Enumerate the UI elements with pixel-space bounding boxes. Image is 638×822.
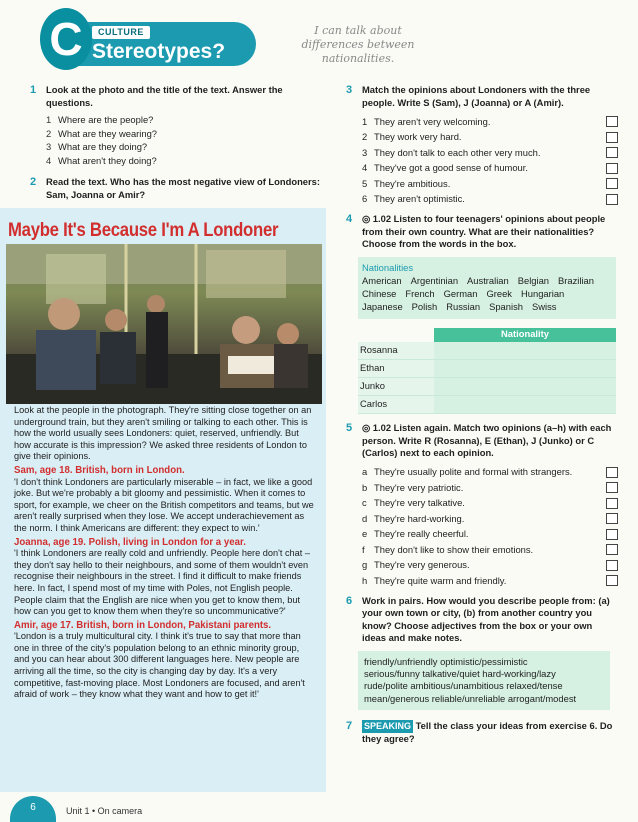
list-item: 2 What are they wearing? [46, 127, 158, 139]
list-item: 4 What aren't they doing? [46, 154, 157, 166]
nationality-words: American Argentinian Australian Belgian Brazilian Chinese French German Greek Hungarian Japanese Polish Russian Spanish Swiss [362, 274, 594, 312]
article-intro: Look at the people in the photograph. They're sitting close together on an underground train, but they aren't smiling or talking to each other. This is how the world usually sees Londoners: quiet, reserved, unfriendly. But how accurate is this impression? We asked three residents of London to give their opinions. [14, 405, 312, 462]
joanna-heading: Joanna, age 19. Polish, living in London for a year. [14, 535, 246, 548]
question-list [46, 114, 322, 167]
audio-icon[interactable]: ◎ 1.02 [362, 422, 392, 433]
page-number: 6 [10, 796, 56, 822]
answer-box[interactable] [606, 560, 618, 571]
list-item: 4 They've got a good sense of humour. [362, 161, 618, 177]
sam-heading: Sam, age 18. British, born in London. [14, 463, 185, 476]
unit-footer: Unit 1 • On camera [66, 806, 143, 816]
left-column [22, 84, 322, 207]
answer-box[interactable] [606, 116, 618, 127]
exercise-1: 1 Look at the photo and the title of the text. Answer the questions. 1 Where are the people? 2 What are they wearing? 3 What are they doing? 4 What aren't they doing? [22, 84, 322, 168]
article-body [14, 405, 314, 701]
opinion-list [362, 465, 618, 589]
answer-box[interactable] [606, 163, 618, 174]
nationality-table: Nationality Rosanna Ethan Junko Carlos [358, 328, 616, 415]
list-item: 1 Where are the people? [46, 114, 154, 125]
exercise-7: 7 SPEAKING Tell the class your ideas from exercise 6. Do they agree? [346, 720, 613, 744]
answer-box[interactable] [606, 575, 618, 586]
answer-cell[interactable] [434, 378, 616, 396]
list-item: h They're quite warm and friendly. [362, 573, 618, 589]
list-item: a They're usually polite and formal with strangers. [362, 465, 618, 481]
list-item: 3 What are they doing? [46, 141, 148, 152]
audio-icon[interactable]: ◎ 1.02 [362, 213, 392, 224]
amir-heading: Amir, age 17. British, born in London, Pakistani parents. [14, 618, 272, 631]
answer-box[interactable] [606, 147, 618, 158]
answer-box[interactable] [606, 178, 618, 189]
sam-text: 'I don't think Londoners are particularly miserable – in fact, we like a good joke. But we're probably a bit gloomy and pessimistic. When it comes to sport, for example, we cheer on the British competitors and teams, but we aren't really surprised when they lose. We accept underachievement as the norm. I think Americans are different: they expect to win.' [14, 476, 314, 533]
section-letter-badge: C [40, 8, 92, 70]
culture-tag: CULTURE [92, 26, 150, 39]
nationalities-box: Nationalities American Argentinian Australian Belgian Brazilian Chinese French German Greek Hungarian Japanese Polish Russian Spanish Swiss [358, 257, 616, 319]
answer-box[interactable] [606, 544, 618, 555]
exercise-3: 3 Match the opinions about Londoners with the three people. Write S (Sam), J (Joanna) or A (Amir). 1 They aren't very welcoming. 2 They work very hard. 3 They don't talk to each other very much. 4 They've got a good sense of humour. 5 They're ambitious. 6 They aren't optimistic. [338, 84, 618, 207]
list-item: g They're very generous. [362, 558, 618, 574]
exercise-2: 2 Read the text. Who has the most negative view of Londoners: Sam, Joanna or Amir? [30, 176, 320, 200]
joanna-text: 'I think Londoners are really cold and unfriendly. People here don't chat – they don't say hello to their neighbours, and some of them wouldn't even recognise their neighbours in the street. I find it difficult to make friends here. In fact, I spend most of my time with Poles, not English people. People claim that the English are nice when you get to know them, but how can you get to know them when they're so uncommunicative?' [14, 548, 310, 617]
answer-box[interactable] [606, 194, 618, 205]
exercise-5: 5 ◎ 1.02 Listen again. Match two opinions (a–h) with each person. Write R (Rosanna), E (Ethan), J (Junko) or C (Carlos) next to each opinion. a They're usually polite and formal with strangers. b They're very patriotic. c They're very talkative. d They're hard-working. e They're really cheerful. f They don't like to show their emotions. g They're very generous. h They're quite warm and friendly. [338, 422, 618, 589]
list-item: b They're very patriotic. [362, 480, 618, 496]
answer-cell[interactable] [434, 360, 616, 378]
table-row: Junko [358, 378, 616, 396]
exercise-6: 6 Work in pairs. How would you describe people from: (a) your own town or city, (b) from another country you know? Choose adjectives from the box or your own ideas and make notes. [346, 594, 610, 643]
list-item: 6 They aren't optimistic. [362, 192, 618, 208]
article-title: Maybe It's Because I'm A Londoner [8, 220, 279, 241]
amir-text: 'London is a truly multicultural city. I think it's true to say that more than one in three of the city's population belong to an ethnic minority group, and you can hear about 300 different languages here. New people are arriving all the time, so the city is changing day by day. It's a very competitive, fast-moving place. Most Londoners are focused, and aren't afraid of work – they know what they want and how to get it!' [14, 631, 305, 700]
reading-article [0, 208, 326, 792]
train-illustration [6, 244, 322, 404]
table-row: Carlos [358, 396, 616, 414]
answer-box[interactable] [606, 482, 618, 493]
table-row: Ethan [358, 360, 616, 378]
answer-cell[interactable] [434, 396, 616, 414]
list-item: f They don't like to show their emotions. [362, 542, 618, 558]
exercise-4: 4 ◎ 1.02 Listen to four teenagers' opinions about people from their own country. What are their nationalities? Choose from the words in the box. [346, 213, 606, 249]
adjectives-box: friendly/unfriendly optimistic/pessimistic serious/funny talkative/quiet hard-working/lazy rude/polite ambitious/unambitious relaxed/tense mean/generous reliable/unreliable arrogant/modest [358, 651, 610, 711]
list-item: 5 They're ambitious. [362, 176, 618, 192]
answer-box[interactable] [606, 132, 618, 143]
answer-box[interactable] [606, 467, 618, 478]
list-item: e They're really cheerful. [362, 527, 618, 543]
answer-box[interactable] [606, 529, 618, 540]
list-item: d They're hard-working. [362, 511, 618, 527]
speaking-tag: SPEAKING [364, 721, 412, 732]
answer-box[interactable] [606, 498, 618, 509]
list-item: 2 They work very hard. [362, 130, 618, 146]
answer-box[interactable] [606, 513, 618, 524]
right-column [338, 84, 618, 751]
learning-objective: I can talk about differences between nationalities. [301, 24, 415, 65]
list-item: 3 They don't talk to each other very much. [362, 145, 618, 161]
page-title: Stereotypes? [92, 40, 226, 63]
table-row: Rosanna [358, 342, 616, 360]
answer-cell[interactable] [434, 342, 616, 360]
underground-train-photo [6, 244, 322, 404]
list-item: 1 They aren't very welcoming. [362, 114, 618, 130]
opinion-list [362, 114, 618, 207]
list-item: c They're very talkative. [362, 496, 618, 512]
